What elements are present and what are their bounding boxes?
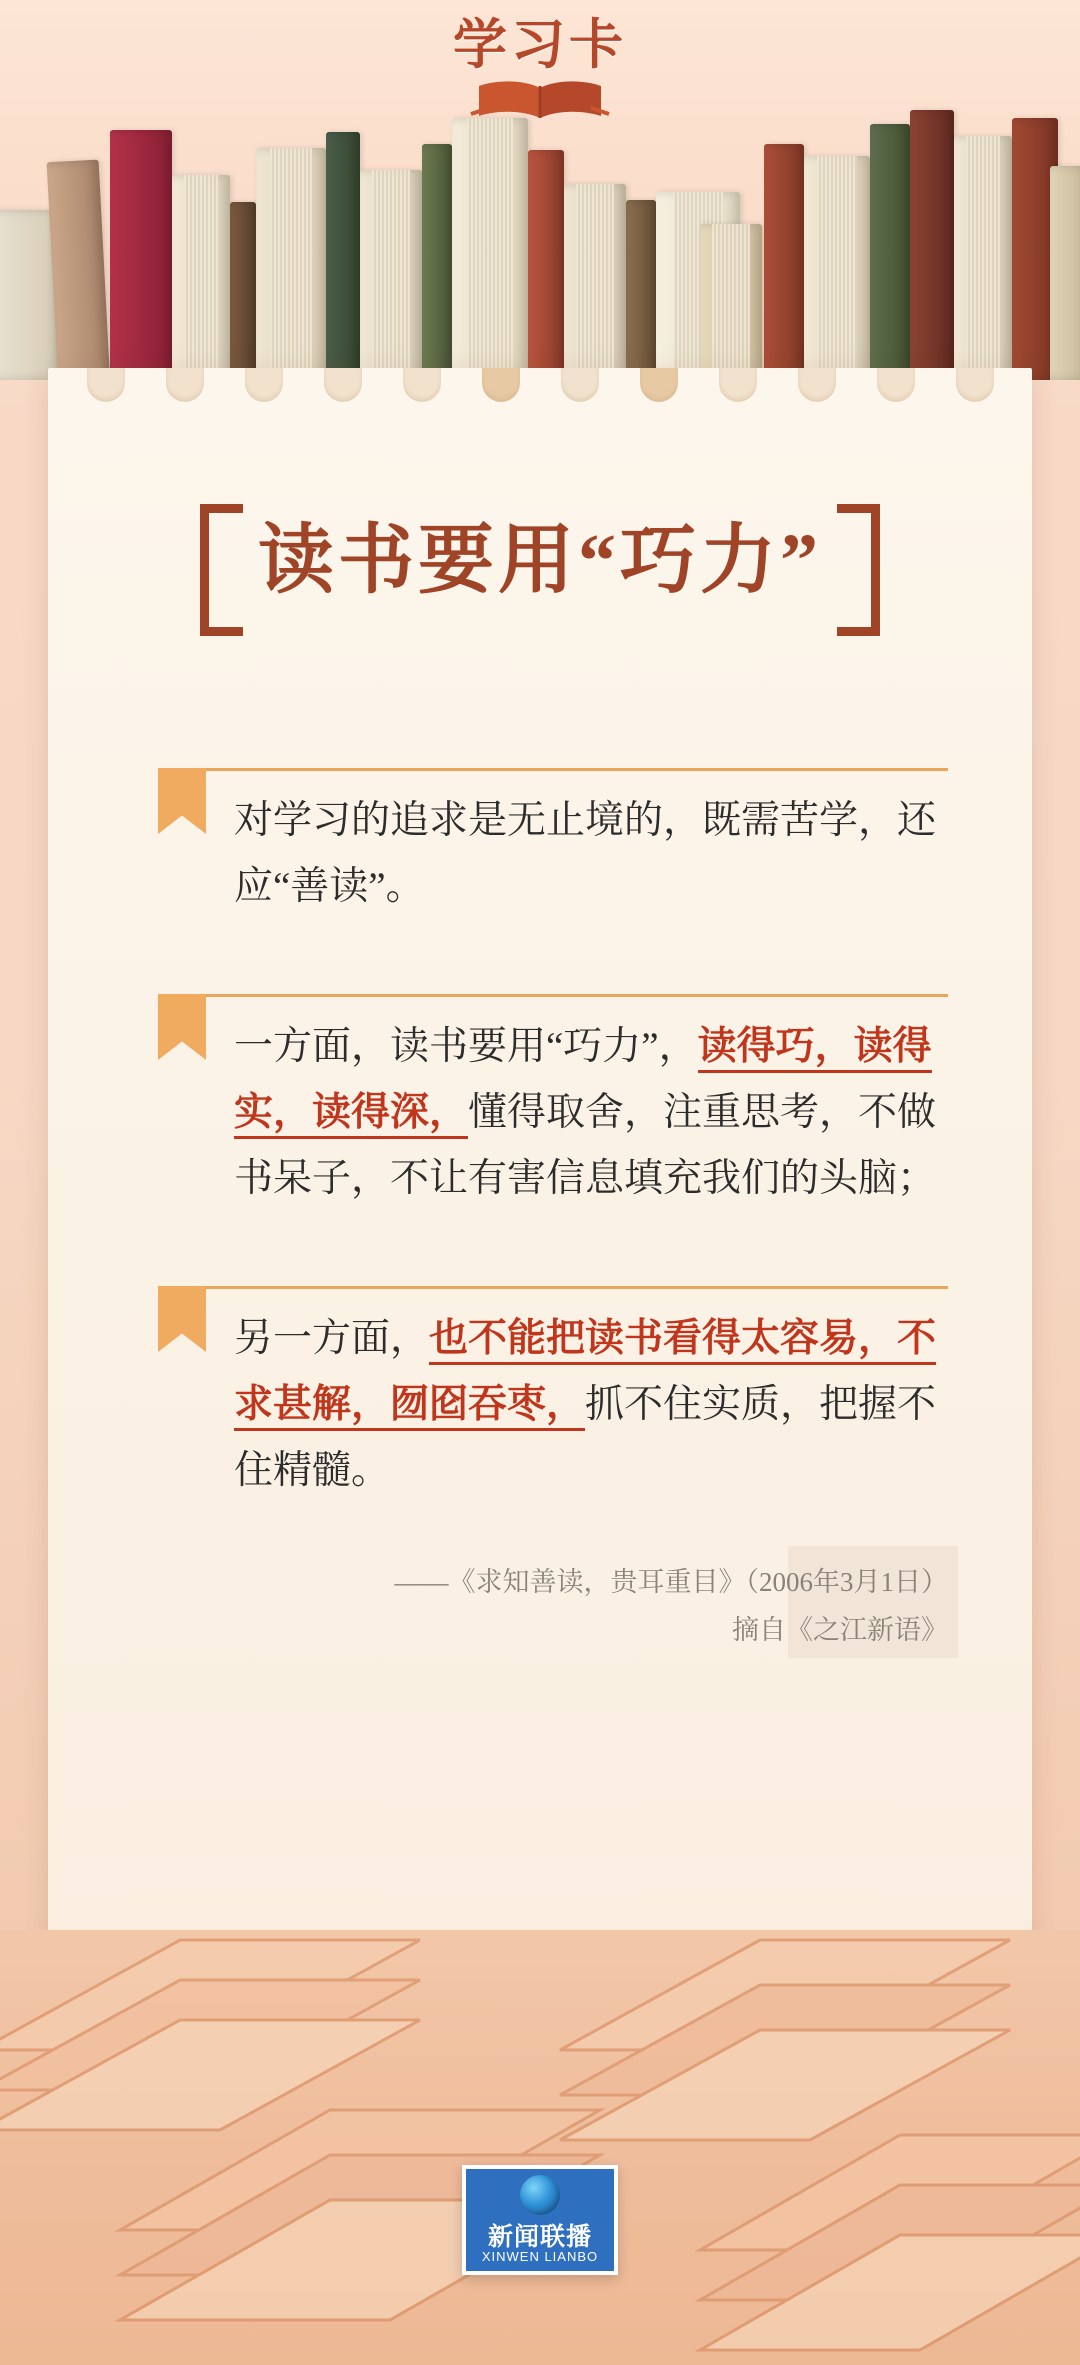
text-segment: 另一方面， xyxy=(234,1317,430,1360)
book-pages xyxy=(256,148,326,380)
brand-logo xyxy=(0,15,1080,124)
book-pages xyxy=(804,156,870,380)
book-spine xyxy=(1050,166,1080,380)
bottom-book-pattern-icon xyxy=(0,1930,1080,2365)
notch xyxy=(956,368,994,402)
bottom-decoration xyxy=(0,1930,1080,2365)
notch xyxy=(482,368,520,402)
book-pages xyxy=(700,224,762,380)
highlighted-text-segment: 也不能把读书看得太容易，不求甚解，囫囵吞枣， xyxy=(234,1317,936,1431)
block-body xyxy=(158,1286,948,1504)
text-segment: 一方面，读书要用“巧力”， xyxy=(234,1025,698,1068)
book-spine xyxy=(47,160,110,380)
book-spine xyxy=(422,144,452,380)
book-spine xyxy=(528,150,564,380)
paragraph-block-2 xyxy=(158,994,948,1212)
book-spine xyxy=(326,132,360,380)
block-body xyxy=(158,768,948,920)
notch xyxy=(561,368,599,402)
notch xyxy=(403,368,441,402)
book-spine xyxy=(764,144,804,380)
book-pages xyxy=(172,175,230,380)
notch xyxy=(640,368,678,402)
book-spine xyxy=(870,124,910,380)
book-pages xyxy=(564,184,626,380)
card-notch-row xyxy=(48,368,1032,414)
open-book-icon xyxy=(465,78,615,124)
book-pages xyxy=(452,118,528,380)
block-rule xyxy=(158,994,948,997)
book-spine xyxy=(230,202,256,380)
highlighted-text-segment: 读得巧，读得实，读得深， xyxy=(234,1025,932,1139)
title-bracket-box xyxy=(200,508,880,614)
block-rule xyxy=(158,768,948,771)
text-segment: 对学习的追求是无止境的，既需苦学，还应“善读”。 xyxy=(234,799,937,908)
notch xyxy=(87,368,125,402)
page-title: 读书要用“巧力” xyxy=(258,519,822,603)
brand-title: 学习卡 xyxy=(453,15,627,75)
source-line-2: 摘自《之江新语》 xyxy=(732,1615,948,1645)
globe-icon xyxy=(520,2175,560,2215)
content-card xyxy=(48,368,1032,1968)
paragraph-block-1 xyxy=(158,768,948,920)
source-citation xyxy=(308,1558,948,1654)
block-body xyxy=(158,994,948,1212)
paragraph-blocks xyxy=(158,768,948,1578)
books-row xyxy=(0,80,1080,380)
badge-name-en: XINWEN LIANBO xyxy=(481,2249,599,2264)
text-segment: 懂得取舍，注重思考，不做书呆子，不让有害信息填充我们的头脑； xyxy=(234,1091,937,1200)
badge-name-cn: 新闻联播 xyxy=(487,2224,592,2251)
block-rule xyxy=(158,1286,948,1289)
notch xyxy=(798,368,836,402)
book-spine xyxy=(910,110,954,380)
channel-badge xyxy=(462,2165,618,2275)
book-spine xyxy=(626,200,656,380)
paragraph-block-3 xyxy=(158,1286,948,1504)
notch xyxy=(324,368,362,402)
notch xyxy=(166,368,204,402)
book-spine xyxy=(110,130,172,380)
right-bracket-decor xyxy=(837,504,880,636)
notch xyxy=(877,368,915,402)
notch xyxy=(719,368,757,402)
book-pages xyxy=(954,136,1012,380)
left-bracket-decor xyxy=(200,504,243,636)
source-line-1: ——《求知善读，贵耳重目》（2006年3月1日） xyxy=(394,1567,948,1597)
card-title-wrap xyxy=(48,508,1032,614)
notch xyxy=(245,368,283,402)
text-segment: 抓不住实质，把握不住精髓。 xyxy=(234,1383,937,1492)
book-pages xyxy=(360,170,422,380)
